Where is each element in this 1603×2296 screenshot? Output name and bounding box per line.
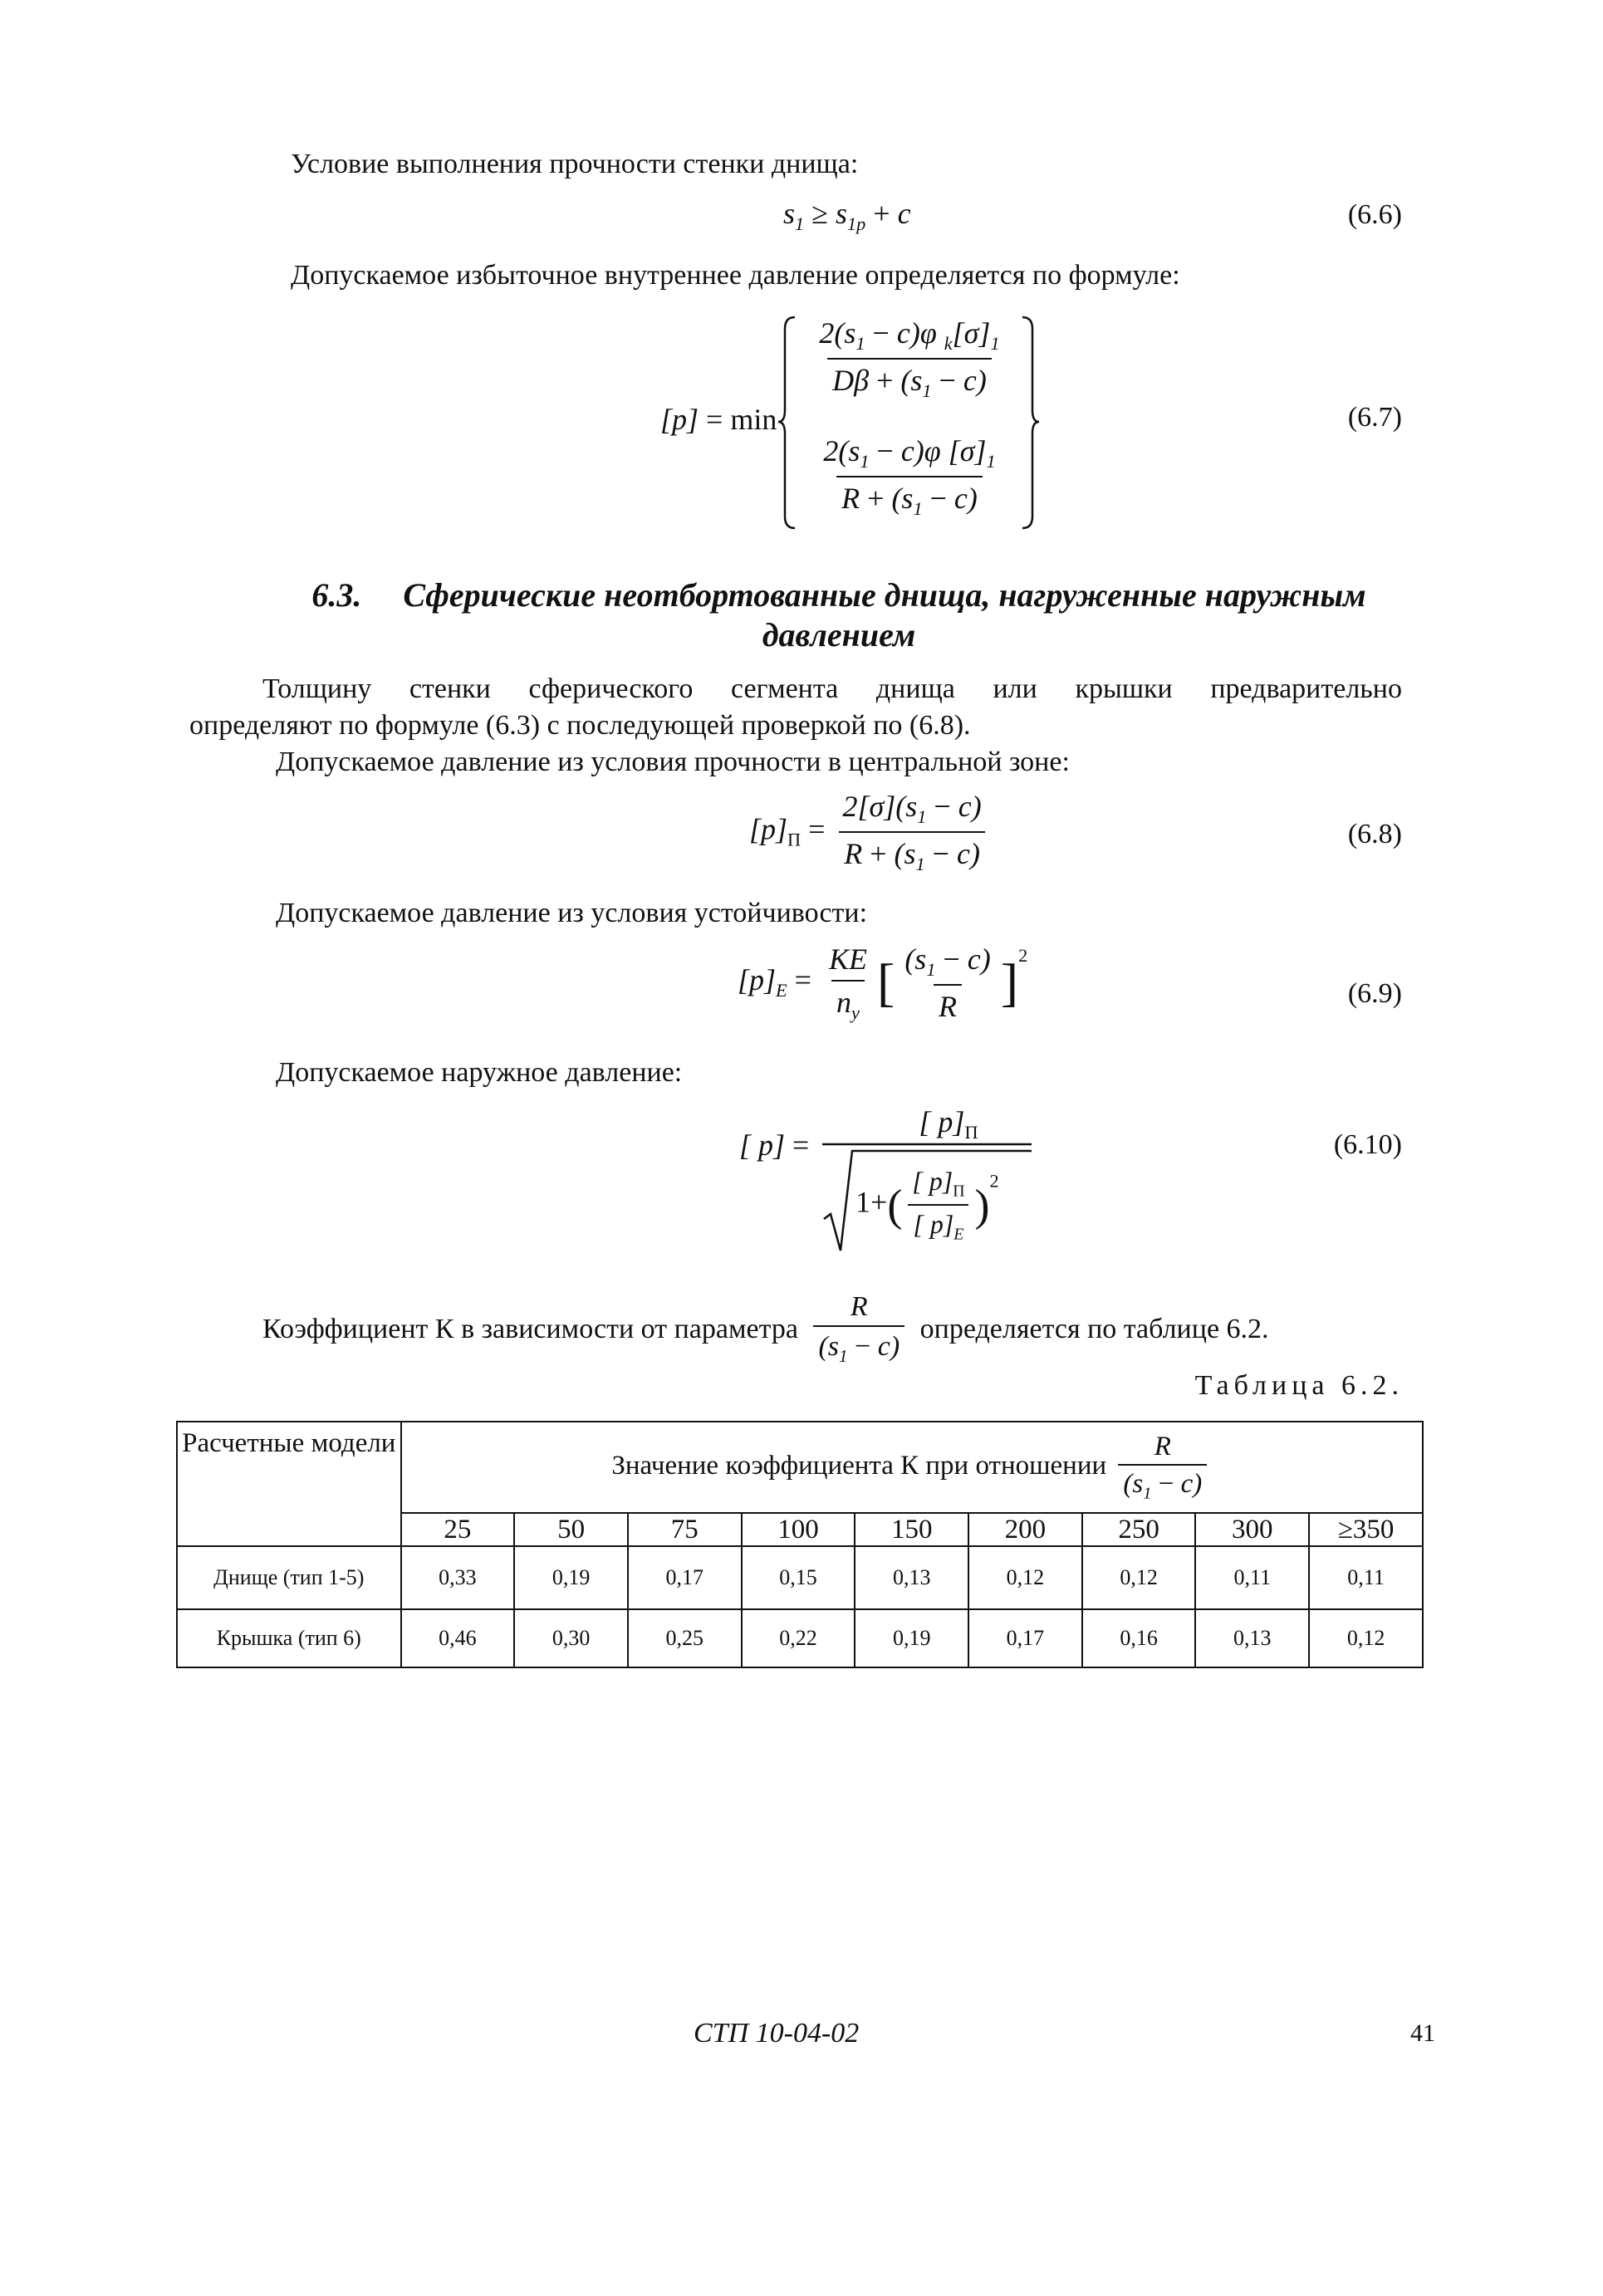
table-cell: 0,11 — [1195, 1546, 1309, 1609]
table-cell: 0,19 — [855, 1609, 968, 1667]
ratio-cell: 75 — [628, 1513, 742, 1546]
header-coefficient-text: Значение коэффициента К при отношении — [611, 1450, 1107, 1481]
table-cell: 0,13 — [1195, 1609, 1309, 1667]
paragraph-strength-condition: Условие выполнения прочности стенки днища: — [291, 149, 859, 179]
coefficient-k-text-before: Коэффициент К в зависимости от параметра — [262, 1314, 798, 1345]
row-label: Крышка (тип 6) — [177, 1609, 401, 1667]
ratio-cell: 200 — [968, 1513, 1082, 1546]
row-label: Днище (тип 1-5) — [177, 1546, 401, 1609]
table-cell: 0,46 — [401, 1609, 515, 1667]
equation-number-6-9: (6.9) — [1347, 978, 1402, 1009]
section-number: 6.3. — [311, 576, 362, 614]
ratio-cell: 300 — [1195, 1513, 1309, 1546]
ratio-cell: ≥350 — [1309, 1513, 1423, 1546]
paragraph-wall-thickness-line2: определяют по формуле (6.3) с последующей проверкой по (6.8). — [189, 710, 971, 741]
table-cell: 0,17 — [628, 1546, 742, 1609]
paragraph-coefficient-k: Коэффициент К в зависимости от параметра $\frac{R}{(s_1 - c)}$ определяется по таблице 6.2. — [262, 1290, 1269, 1373]
ratio-cell: 25 — [401, 1513, 515, 1546]
formula-6-6: $s_1 \ge s_{1p} + c$ — [783, 197, 911, 235]
coefficient-table — [176, 1421, 1424, 1668]
equation-number-6-10: (6.10) — [1333, 1129, 1402, 1160]
table-cell: 0,33 — [401, 1546, 515, 1609]
section-heading — [274, 576, 1404, 614]
paragraph-wall-thickness-line1: Толщину стенки сферического сегмента днища или крышки предварительно — [262, 673, 1402, 704]
equation-number-6-6: (6.6) — [1347, 199, 1402, 230]
formula-6-9: $[p]_E$ = $\frac{KE}{n_y}$ [ $\frac{(s_1 - c)}{R}$ ]$^2$ — [738, 942, 1028, 1024]
table-cell: 0,12 — [1309, 1609, 1423, 1667]
table-cell: 0,17 — [968, 1609, 1082, 1667]
ratio-cell: 50 — [514, 1513, 628, 1546]
section-title-line2: давлением — [762, 616, 916, 654]
header-coefficient-value: Значение коэффициента К при отношении $\frac{R}{(s_1 - c)}$ — [401, 1422, 1423, 1513]
table-header-row — [177, 1422, 1423, 1513]
coefficient-k-text-after: определяется по таблице 6.2. — [919, 1314, 1269, 1345]
paragraph-central-zone: Допускаемое давление из условия прочности в центральной зоне: — [276, 747, 1070, 777]
ratio-cell: 250 — [1082, 1513, 1196, 1546]
table-cell: 0,12 — [1082, 1546, 1196, 1609]
header-calculation-models: Расчетные модели — [177, 1422, 401, 1546]
footer-document-code: СТП 10-04-02 — [694, 2018, 860, 2049]
page-number: 41 — [1410, 2019, 1435, 2047]
table-cell: 0,22 — [742, 1609, 855, 1667]
ratio-cell: 100 — [742, 1513, 855, 1546]
table-cell: 0,11 — [1309, 1546, 1423, 1609]
ratio-cell: 150 — [855, 1513, 968, 1546]
equation-number-6-7: (6.7) — [1347, 402, 1402, 433]
formula-6-7: [p] = min $\frac{2(s_1 - c)\varphi _k[\sigma]_1}{D\beta + (s_1 - c)}$ $\frac{2(s_1 - c)\varphi [\sigma]_1}{R + (s_1 - c)}$ — [660, 309, 1026, 533]
table-cell: 0,19 — [514, 1546, 628, 1609]
formula-6-8: $[p]_П$ = $\frac{2[\sigma](s_1 - c)}{R + (s_1 - c)}$ — [749, 789, 992, 875]
paragraph-stability: Допускаемое давление из условия устойчивости: — [276, 898, 868, 928]
table-cell: 0,16 — [1082, 1609, 1196, 1667]
table-row — [177, 1546, 1423, 1609]
table-cell: 0,25 — [628, 1609, 742, 1667]
paragraph-allowable-internal-pressure: Допускаемое избыточное внутреннее давление определяется по формуле: — [291, 260, 1180, 291]
equation-number-6-8: (6.8) — [1347, 819, 1402, 849]
section-title-line1: Сферические неотбортованные днища, нагруженные наружным — [403, 576, 1366, 614]
table-caption: Таблица 6.2. — [1194, 1370, 1404, 1401]
paragraph-external-pressure: Допускаемое наружное давление: — [276, 1057, 683, 1088]
table-cell: 0,30 — [514, 1609, 628, 1667]
formula-6-10: [ p] = [ $p]_П$ 1+( $\frac{[ p]_П}{[ p]_E}$ )$^2$ — [739, 1104, 1038, 1254]
table-cell: 0,13 — [855, 1546, 968, 1609]
table-cell: 0,12 — [968, 1546, 1082, 1609]
table-row — [177, 1609, 1423, 1667]
table-cell: 0,15 — [742, 1546, 855, 1609]
